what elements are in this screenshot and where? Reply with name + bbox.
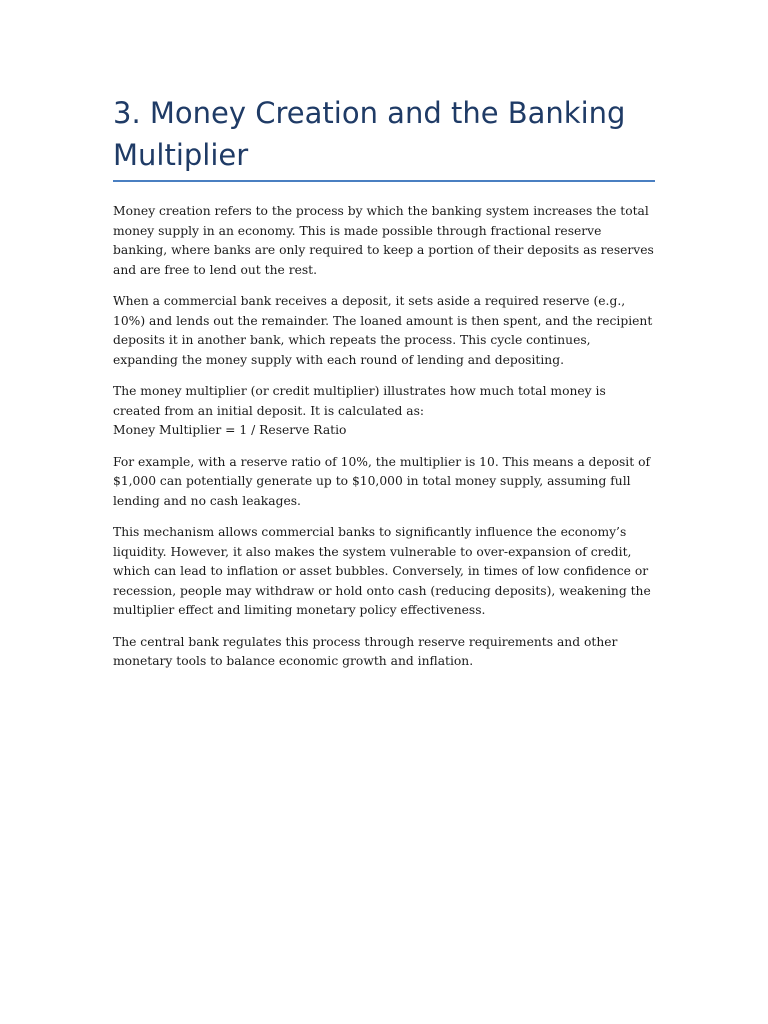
paragraph-example [113, 453, 655, 512]
section-heading: 3. Money Creation and the Banking Multiplier [113, 92, 655, 182]
paragraph-line: This mechanism allows commercial banks to significantly influence the economy’s liquidity. However, it also makes the system vulnerable to over-expansion of credit, which can lead to inflation or asset bubbles. Conversely, in times of low confidence or recession, people may withdraw or hold onto cash (reducing deposits), weakening the multiplier effect and limiting monetary policy effectiveness. [113, 525, 651, 617]
formula-line: Money Multiplier = 1 / Reserve Ratio [113, 423, 347, 437]
paragraph-line: When a commercial bank receives a deposit, it sets aside a required reserve (e.g., 10%) and lends out the remainder. The loaned amount is then spent, and the recipient deposits it in another bank, which repeats the process. This cycle continues, expanding the money supply with each round of lending and depositing. [113, 294, 653, 367]
paragraph-implications [113, 523, 655, 621]
paragraph-line: For example, with a reserve ratio of 10%, the multiplier is 10. This means a deposit of $1,000 can potentially generate up to $10,000 in total money supply, assuming full lending and no cash leakages. [113, 454, 651, 508]
paragraph-multiplier-definition [113, 382, 655, 441]
paragraph-line: Money creation refers to the process by which the banking system increases the total money supply in an economy. This is made possible through fractional reserve banking, where banks are only required to keep a portion of their deposits as reserves and are free to lend out the rest. [113, 204, 654, 277]
paragraph-money-creation [113, 202, 655, 280]
paragraph-deposit-cycle [113, 292, 655, 370]
body-text [113, 202, 655, 672]
paragraph-central-bank [113, 633, 655, 672]
document-page [113, 92, 655, 684]
paragraph-line: The central bank regulates this process through reserve requirements and other monetary tools to balance economic growth and inflation. [113, 634, 618, 668]
paragraph-line: The money multiplier (or credit multiplier) illustrates how much total money is created from an initial deposit. It is calculated as: [113, 384, 606, 418]
